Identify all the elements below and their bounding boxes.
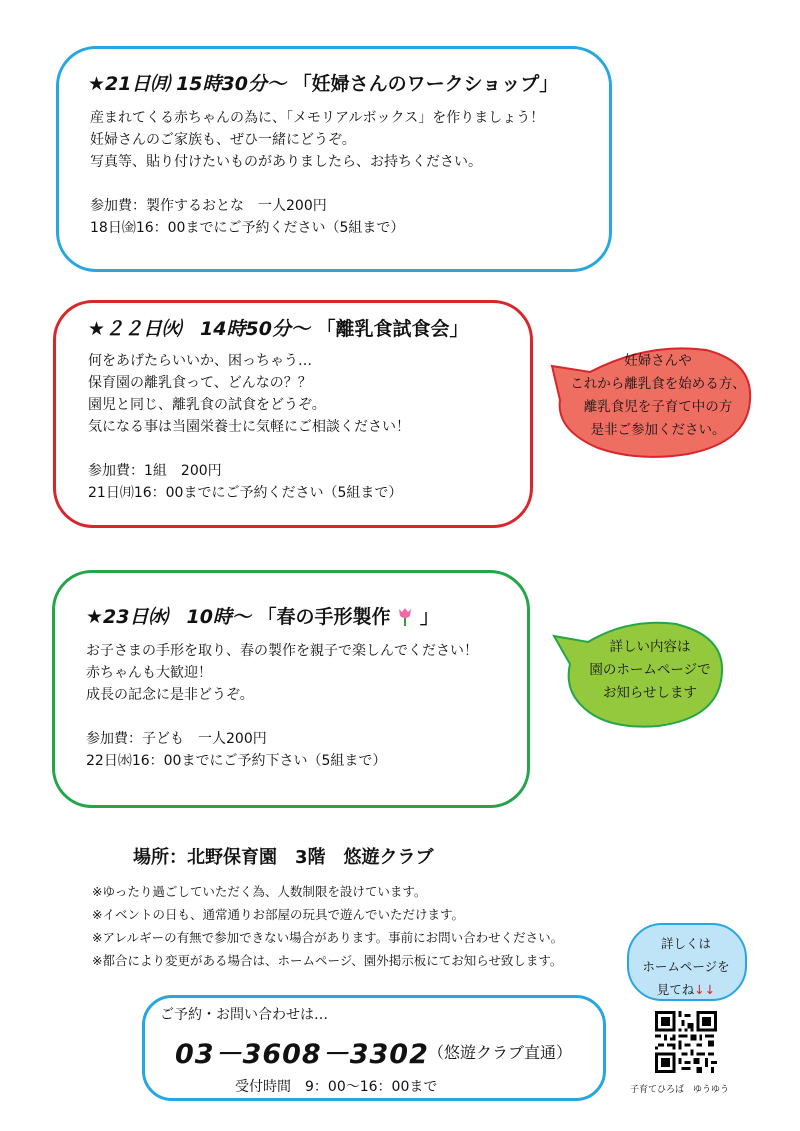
fee-text: 参加費：1組 200円 — [88, 463, 222, 479]
down-arrows-icon: ↓↓ — [694, 982, 716, 997]
event-description-tasting — [88, 350, 410, 504]
bubble-line: 園のホームページで — [589, 662, 711, 678]
fee-text: 参加費：子ども 一人200円 — [86, 731, 267, 747]
bubble-line: 是非ご参加ください。 — [590, 422, 726, 438]
info-line: 詳しくは — [660, 936, 711, 951]
info-line: 見てね — [656, 982, 695, 997]
bubble-line: お知らせします — [602, 685, 698, 701]
fee-text: 参加費：製作するおとな 一人200円 — [90, 198, 327, 214]
info-line: ホームページを — [642, 959, 730, 974]
bubble-line: これから離乳食を始める方、 — [570, 376, 746, 392]
desc-line: 赤ちゃんも大歓迎！ — [86, 665, 212, 681]
event-title-handprint — [86, 602, 439, 629]
note-item: ※イベントの日も、通常通りお部屋の玩具で遊んでいただけます。 — [92, 907, 464, 922]
event-title-workshop — [88, 69, 558, 96]
deadline-text: 21日㈪16：00までにご予約ください（5組まで） — [88, 485, 403, 501]
desc-line: 気になる事は当園栄養士に気軽にご相談ください！ — [88, 419, 410, 435]
event-date-time: ★23日㈬ 10時～ — [86, 606, 251, 628]
desc-line: 写真等、貼り付けたいものがありましたら、お持ちください。 — [90, 154, 482, 170]
note-item: ※アレルギーの有無で参加できない場合があります。事前にお問い合わせください。 — [92, 930, 564, 945]
qr-code[interactable] — [655, 1011, 717, 1073]
phone-note: （悠遊クラブ直通） — [428, 1043, 573, 1062]
reception-hours: 受付時間 9：00～16：00まで — [235, 1079, 438, 1095]
event-name: 「春の手形製作 — [257, 606, 391, 628]
bubble-red-text — [560, 350, 756, 442]
info-bubble-text — [630, 932, 742, 1001]
desc-line: 保育園の離乳食って、どんなの？？ — [88, 375, 312, 391]
desc-line: 妊婦さんのご家族も、ぜひ一緒にどうぞ。 — [90, 132, 356, 148]
deadline-text: 18日㈮16：00までにご予約ください（5組まで） — [90, 220, 405, 236]
note-item: ※都合により変更がある場合は、ホームページ、園外掲示板にてお知らせ致します。 — [92, 953, 563, 968]
event-name-end: 」 — [419, 606, 439, 628]
qr-caption: 子育てひろば ゆうゆう — [630, 1085, 730, 1095]
notes-list — [92, 880, 563, 972]
event-date-time: ★21日㈪ 15時30分～ — [88, 73, 286, 95]
desc-line: 何をあげたらいいか、困っちゃう… — [88, 353, 312, 369]
bubble-line: 妊婦さんや — [624, 353, 692, 369]
location-text: 場所：北野保育園 3階 悠遊クラブ — [133, 847, 434, 868]
event-name: 「妊婦さんのワークショップ」 — [292, 73, 559, 95]
bubble-green-text — [575, 636, 725, 705]
deadline-text: 22日㈬16：00までにご予約下さい（5組まで） — [86, 753, 387, 769]
desc-line: 園児と同じ、離乳食の試食をどうぞ。 — [88, 397, 326, 413]
desc-line: お子さまの手形を取り、春の製作を親子で楽しんでください！ — [86, 643, 478, 659]
desc-line: 成長の記念に是非どうぞ。 — [86, 687, 254, 703]
event-date-time: ★２２日㈫ 14時50分～ — [88, 318, 310, 340]
event-name: 「離乳食試食会」 — [316, 318, 469, 340]
bubble-line: 詳しい内容は — [609, 639, 691, 655]
bubble-line: 離乳食児を子育て中の方 — [583, 399, 733, 415]
event-title-tasting — [88, 314, 469, 341]
tulip-icon — [397, 606, 413, 626]
event-description-handprint — [86, 640, 478, 772]
event-description-workshop — [90, 107, 544, 239]
contact-label: ご予約・お問い合わせは… — [160, 1007, 328, 1023]
phone-number[interactable]: 03－3608－3302 — [175, 1039, 429, 1070]
desc-line: 産まれてくる赤ちゃんの為に、「メモリアルボックス」を作りましょう！ — [90, 110, 545, 126]
note-item: ※ゆったり過ごしていただく為、人数制限を設けています。 — [92, 884, 427, 899]
